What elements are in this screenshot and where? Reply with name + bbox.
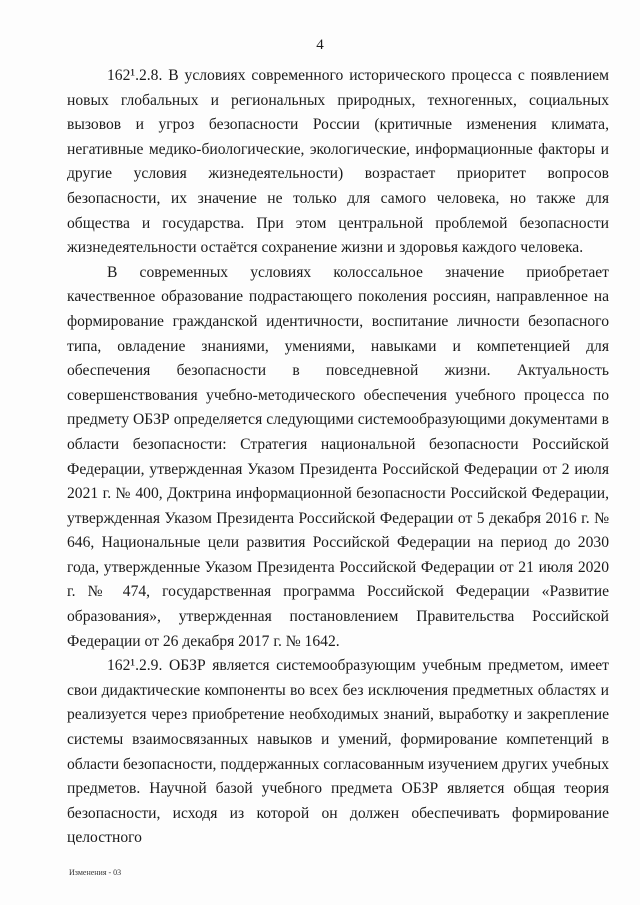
paragraph-162-1-2-9: 162¹.2.9. ОБЗР является системообразующим учебным предметом, имеет свои дидактические компоненты во всех без исключения предметных областях и реализуется через приобретение необходимых знаний, выработку и закрепление системы взаимосвязанных навыков и умений, формирование компетенций в области безопасности, поддержанных согласованным изучением других учебных предметов. Научной базой учебного предмета ОБЗР является общая теория безопасности, исходя из которой он должен обеспечивать формирование целостного — [67, 657, 609, 847]
document-body — [67, 64, 609, 851]
page-number: 4 — [316, 37, 324, 53]
paragraph-162-1-2-8: 162¹.2.8. В условиях современного исторического процесса с появлением новых глобальных и региональных природных, техногенных, социальных вызовов и угроз безопасности России (критичные изменения климата, негативные медико-биологические, экологические, информационные факторы и другие условия жизнедеятельности) возрастает приоритет вопросов безопасности, их значение не только для самого человека, но также для общества и государства. При этом центральной проблемой безопасности жизнедеятельности остаётся сохранение жизни и здоровья каждого человека. — [67, 67, 609, 257]
paragraph-modern-conditions: В современных условиях колоссальное значение приобретает качественное образование подрастающего поколения россиян, направленное на формирование гражданской идентичности, воспитание личности безопасного типа, овладение знаниями, умениями, навыками и компетенцией для обеспечения безопасности в повседневной жизни. Актуальность совершенствования учебно-методического обеспечения учебного процесса по предмету ОБЗР определяется следующими системообразующими документами в области безопасности: Стратегия национальной безопасности Российской Федерации, утвержденная Указом Президента Российской Федерации от 2 июля 2021 г. № 400, Доктрина информационной безопасности Российской Федерации, утвержденная Указом Президента Российской Федерации от 5 декабря 2016 г. № 646, Национальные цели развития Российской Федерации на период до 2030 года, утвержденные Указом Президента Российской Федерации от 21 июля 2020 г. № 474, государственная программа Российской Федерации «Развитие образования», утвержденная постановлением Правительства Российской Федерации от 26 декабря 2017 г. № 1642. — [67, 263, 609, 650]
page-footer: Изменения - 03 — [69, 868, 122, 877]
